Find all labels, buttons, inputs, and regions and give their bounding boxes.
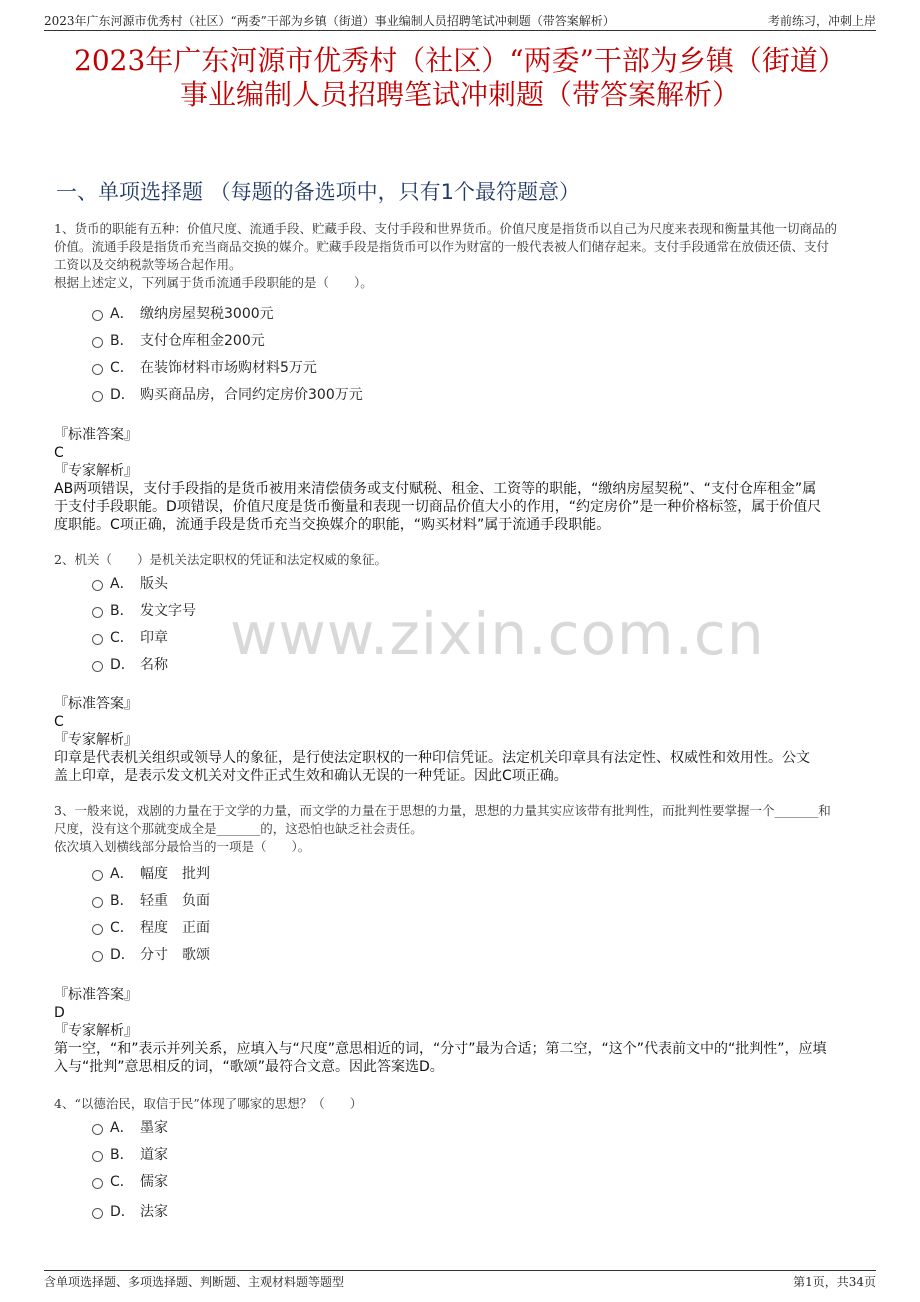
page-number: 第1页，共34页 xyxy=(793,1275,876,1289)
question-2-stem xyxy=(54,551,866,569)
radio-icon[interactable] xyxy=(92,1124,103,1135)
radio-icon[interactable] xyxy=(92,607,103,618)
radio-icon[interactable] xyxy=(92,634,103,645)
footer-note: 含单项选择题、多项选择题、判断题、主观材料题等题型 xyxy=(44,1275,345,1289)
question-4-option-a[interactable]: A． 墨家 xyxy=(92,1117,168,1137)
answer-label: 『标准答案』 xyxy=(54,987,138,1003)
stem-line: 4、“以德治民，取信于民”体现了哪家的思想？（ ） xyxy=(54,1096,363,1111)
analysis-label: 『专家解析』 xyxy=(54,1023,138,1039)
stem-line: 2、机关（ ）是机关法定职权的凭证和法定权威的象征。 xyxy=(54,552,387,567)
question-2-option-d[interactable]: D． 名称 xyxy=(92,654,168,674)
answer-label: 『标准答案』 xyxy=(54,427,138,443)
question-4-stem xyxy=(54,1095,866,1113)
question-1-stem xyxy=(54,220,866,292)
question-1-option-d[interactable]: D． 购买商品房，合同约定房价300万元 xyxy=(92,384,363,404)
question-4-option-c[interactable]: C． 儒家 xyxy=(92,1171,168,1191)
answer-value: D xyxy=(54,1005,65,1021)
radio-icon[interactable] xyxy=(92,897,103,908)
radio-icon[interactable] xyxy=(92,337,103,348)
question-1-option-c[interactable]: C． 在装饰材料市场购材料5万元 xyxy=(92,357,317,377)
analysis-line: 第一空，“和”表示并列关系，应填入与“尺度”意思相近的词，“分寸”最为合适；第二空，“这个”代表前文中的“批判性”，应填 xyxy=(54,1041,827,1057)
radio-icon[interactable] xyxy=(92,870,103,881)
analysis-line: 盖上印章，是表示发文机关对文件正式生效和确认无误的一种凭证。因此C项正确。 xyxy=(54,768,568,784)
title-line-2: 事业编制人员招聘笔试冲刺题（带答案解析） xyxy=(179,78,740,111)
radio-icon[interactable] xyxy=(92,661,103,672)
answer-value: C xyxy=(54,714,64,730)
stem-line: 3、一般来说，戏剧的力量在于文学的力量，而文学的力量在于思想的力量，思想的力量其实应该带有批判性，而批判性要掌握一个_______和 xyxy=(54,803,831,818)
answer-value: C xyxy=(54,445,64,461)
analysis-line: 印章是代表机关组织或领导人的象征，是行使法定职权的一种印信凭证。法定机关印章具有法定性、权威性和效用性。公文 xyxy=(54,750,810,766)
analysis-label: 『专家解析』 xyxy=(54,463,138,479)
question-2-answer-block xyxy=(54,695,866,785)
stem-line: 价值。流通手段是指货币充当商品交换的媒介。贮藏手段是指货币可以作为财富的一般代表被人们储存起来。支付手段通常在放债还债、支付 xyxy=(54,239,830,254)
section-heading: 一、单项选择题 （每题的备选项中，只有1个最符题意） xyxy=(56,180,581,204)
radio-icon[interactable] xyxy=(92,951,103,962)
analysis-line: 入与“批判”意思相反的词，“歌颂”最符合文意。因此答案选D。 xyxy=(54,1059,444,1075)
header-doc-title: 2023年广东河源市优秀村（社区）“两委”干部为乡镇（街道）事业编制人员招聘笔试冲刺题（带答案解析） xyxy=(44,14,615,28)
radio-icon[interactable] xyxy=(92,1178,103,1189)
question-3-option-a[interactable]: A． 幅度 批判 xyxy=(92,863,210,883)
question-1-option-b[interactable]: B． 支付仓库租金200元 xyxy=(92,330,265,350)
question-2-option-a[interactable]: A． 版头 xyxy=(92,573,168,593)
document-title xyxy=(40,44,880,112)
stem-line: 1、货币的职能有五种：价值尺度、流通手段、贮藏手段、支付手段和世界货币。价值尺度是指货币以自己为尺度来表现和衡量其他一切商品的 xyxy=(54,221,837,236)
question-3-option-c[interactable]: C． 程度 正面 xyxy=(92,917,210,937)
radio-icon[interactable] xyxy=(92,364,103,375)
question-3-option-b[interactable]: B． 轻重 负面 xyxy=(92,890,210,910)
page-footer xyxy=(44,1270,876,1289)
question-1-option-a[interactable]: A． 缴纳房屋契税3000元 xyxy=(92,303,274,323)
radio-icon[interactable] xyxy=(92,580,103,591)
stem-line: 根据上述定义，下列属于货币流通手段职能的是（ ）。 xyxy=(54,275,373,290)
header-slogan: 考前练习，冲刺上岸 xyxy=(767,14,876,28)
analysis-line: 于支付手段职能。D项错误，价值尺度是货币衡量和表现一切商品价值大小的作用，“约定房价”是一种价格标签，属于价值尺 xyxy=(54,499,822,515)
answer-label: 『标准答案』 xyxy=(54,696,138,712)
analysis-line: 度职能。C项正确，流通手段是货币充当交换媒介的职能，“购买材料”属于流通手段职能。 xyxy=(54,517,611,533)
radio-icon[interactable] xyxy=(92,391,103,402)
analysis-label: 『专家解析』 xyxy=(54,732,138,748)
radio-icon[interactable] xyxy=(92,310,103,321)
question-3-option-d[interactable]: D． 分寸 歌颂 xyxy=(92,944,210,964)
radio-icon[interactable] xyxy=(92,1208,103,1219)
radio-icon[interactable] xyxy=(92,924,103,935)
stem-line: 依次填入划横线部分最恰当的一项是（ ）。 xyxy=(54,839,311,854)
question-2-option-b[interactable]: B． 发文字号 xyxy=(92,600,196,620)
question-2-option-c[interactable]: C． 印章 xyxy=(92,627,168,647)
stem-line: 尺度，没有这个那就变成全是_______的，这恐怕也缺乏社会责任。 xyxy=(54,821,423,836)
analysis-line: AB两项错误，支付手段指的是货币被用来清偿债务或支付赋税、租金、工资等的职能，“缴纳房屋契税”、“支付仓库租金”属 xyxy=(54,481,817,497)
radio-icon[interactable] xyxy=(92,1151,103,1162)
question-4-option-d[interactable]: D． 法家 xyxy=(92,1201,168,1221)
watermark: www.zixin.com.cn xyxy=(230,600,765,668)
question-1-answer-block xyxy=(54,426,866,534)
question-3-stem xyxy=(54,802,866,856)
question-4-option-b[interactable]: B． 道家 xyxy=(92,1144,168,1164)
question-3-answer-block xyxy=(54,986,866,1076)
stem-line: 工资以及交纳税款等场合起作用。 xyxy=(54,257,242,272)
title-line-1: 2023年广东河源市优秀村（社区）“两委”干部为乡镇（街道） xyxy=(74,44,846,77)
page-header xyxy=(44,10,876,31)
